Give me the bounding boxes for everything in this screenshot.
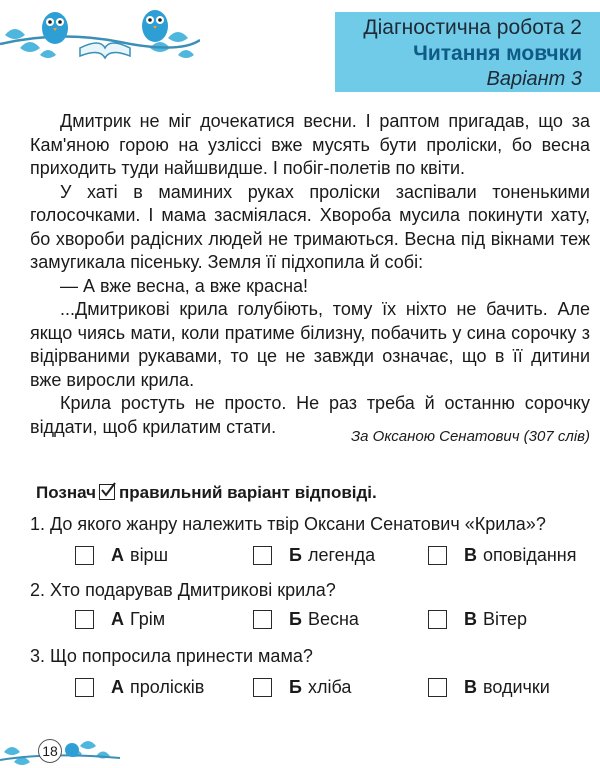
option-letter: Б <box>289 545 302 565</box>
option-letter: В <box>464 609 477 629</box>
answer-checkbox[interactable] <box>75 610 94 629</box>
instruction-after: правильний варіант відповіді. <box>119 483 377 502</box>
option-1a[interactable] <box>75 545 168 566</box>
footer-leaves-illustration <box>0 730 130 768</box>
option-label: водички <box>483 677 550 697</box>
passage-source: За Оксаною Сенатович (307 слів) <box>350 428 590 445</box>
header-banner <box>335 12 600 92</box>
option-label: Вітер <box>483 609 528 629</box>
option-2a[interactable] <box>75 609 165 630</box>
option-2b[interactable] <box>253 609 359 630</box>
checkmark-icon <box>99 484 115 500</box>
passage-paragraph: У хаті в маминих руках проліски заспівали тоненькими голосочками. І мама засміялася. Хвороба мусила покинути хату, бо хвороби радісних людей не тримаються. Весна під вікнами теж замугикала пісеньку. Земля її підхопила й собі: <box>30 181 590 272</box>
option-3c[interactable] <box>428 677 550 698</box>
option-2c[interactable] <box>428 609 527 630</box>
option-letter: А <box>111 609 124 629</box>
page-number: 18 <box>38 739 62 763</box>
answer-checkbox[interactable] <box>253 678 272 697</box>
option-letter: А <box>111 545 124 565</box>
answer-checkbox[interactable] <box>428 610 447 629</box>
answer-checkbox[interactable] <box>428 546 447 565</box>
answer-checkbox[interactable] <box>75 678 94 697</box>
section-title: Читання мовчки <box>413 42 582 65</box>
option-label: вірш <box>130 545 169 565</box>
answer-checkbox[interactable] <box>253 610 272 629</box>
passage-paragraph: Крила ростуть не просто. Не раз треба й останню сорочку віддати, щоб крилатим стати. <box>30 393 590 437</box>
option-letter: Б <box>289 677 302 697</box>
option-label: пролісків <box>130 677 205 697</box>
variant-label: Варіант 3 <box>486 68 582 90</box>
option-label: хліба <box>307 677 352 697</box>
option-label: Весна <box>307 609 359 629</box>
passage-paragraph: — А вже весна, а вже красна! <box>60 275 309 296</box>
option-label: оповідання <box>483 545 577 565</box>
option-letter: В <box>464 677 477 697</box>
option-1c[interactable] <box>428 545 576 566</box>
instruction-before: Познач <box>36 483 96 502</box>
answer-checkbox[interactable] <box>428 678 447 697</box>
answer-checkbox[interactable] <box>253 546 272 565</box>
instruction <box>36 483 377 503</box>
reading-passage <box>30 110 590 439</box>
question-2: 2. Хто подарував Дмитрикові крила? <box>30 580 336 600</box>
question-1: 1. До якого жанру належить твір Оксани Сенатович «Крила»? <box>30 514 546 534</box>
option-label: легенда <box>307 545 376 565</box>
option-3b[interactable] <box>253 677 351 698</box>
question-3: 3. Що попросила принести мама? <box>30 646 313 666</box>
option-letter: А <box>111 677 124 697</box>
answer-checkbox[interactable] <box>75 546 94 565</box>
option-1b[interactable] <box>253 545 375 566</box>
birds-book-illustration <box>0 0 200 70</box>
option-3a[interactable] <box>75 677 204 698</box>
work-title: Діагностична робота 2 <box>363 16 582 39</box>
passage-paragraph: Дмитрик не міг дочекатися весни. І раптом пригадав, що за Кам'яною горою на узліссі вже мусять бути проліски, бо весна приходить туди найшвидше. І побіг-полетів по квіти. <box>30 111 590 178</box>
option-letter: В <box>464 545 477 565</box>
option-letter: Б <box>289 609 302 629</box>
passage-paragraph: ...Дмитрикові крила голубіють, тому їх ніхто не бачить. Але якщо чиясь мати, коли пратиме білизну, побачить у сина сорочку з відірваними рукавами, то це не завжди означає, що в її дитини вже виросли крила. <box>30 299 590 390</box>
option-label: Грім <box>130 609 166 629</box>
